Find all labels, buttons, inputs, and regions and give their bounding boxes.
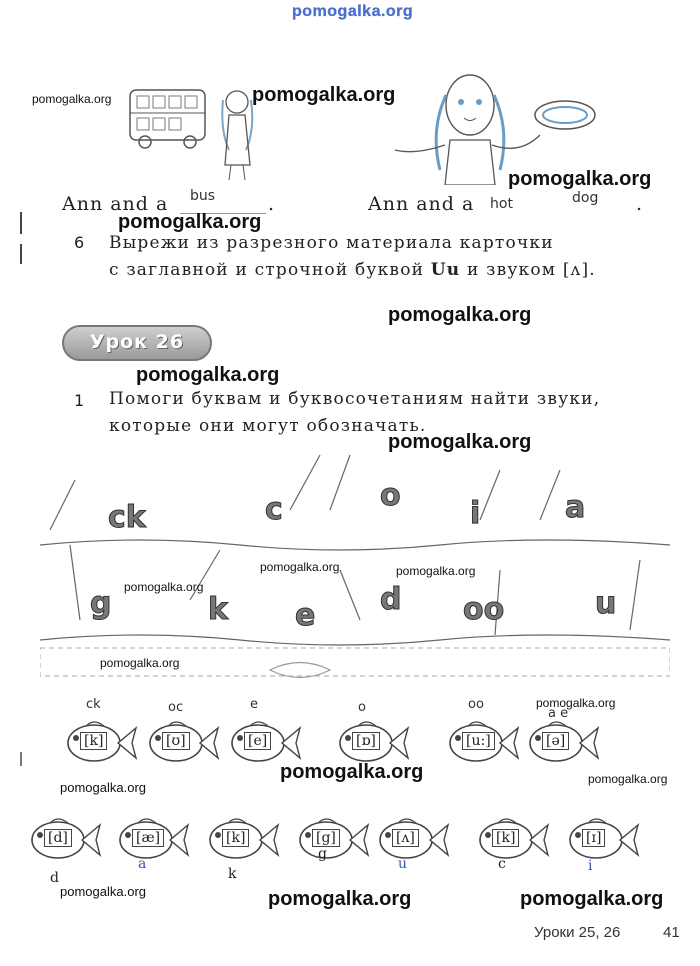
fish-label: g xyxy=(318,846,327,862)
margin-mark xyxy=(20,244,22,264)
fish-label: oc xyxy=(168,700,184,715)
fishing-scene xyxy=(40,450,670,690)
exercise-6-bold-letters: Uu xyxy=(430,260,461,280)
fish-card[interactable] xyxy=(140,718,220,768)
exercise-6-number: 6 xyxy=(74,233,85,252)
fish-label: a xyxy=(138,856,147,872)
answer-hot: hot xyxy=(490,196,513,212)
letter-i[interactable]: i xyxy=(470,496,481,531)
page-number: 41 xyxy=(663,924,680,941)
fish-card[interactable] xyxy=(560,815,640,865)
fish-label: ck xyxy=(86,697,101,712)
exercise-1-line1: Помоги буквам и буквосочетаниям найти звуки, xyxy=(109,389,601,409)
letter-k[interactable]: k xyxy=(208,592,228,627)
watermark: pomogalka.org xyxy=(60,884,146,899)
answer-dog: dog xyxy=(572,190,599,206)
exercise-6-line2b: и звуком [ʌ]. xyxy=(460,260,596,280)
fish-label: oo xyxy=(468,697,484,712)
fish-sound: [u:] xyxy=(462,732,495,750)
sentence-ann-hotdog xyxy=(368,193,474,215)
fish-sound: [k] xyxy=(80,732,107,750)
watermark: pomogalka.org xyxy=(536,696,616,710)
fish-card[interactable] xyxy=(440,718,520,768)
fish-card[interactable] xyxy=(110,815,190,865)
letter-d[interactable]: d xyxy=(380,582,402,617)
watermark: pomogalka.org xyxy=(100,656,180,670)
fish-card[interactable] xyxy=(290,815,370,865)
fish-sound: [ɪ] xyxy=(582,829,605,847)
fish-label: e xyxy=(250,697,258,712)
fish-label: o xyxy=(358,700,366,715)
footer-lessons: Уроки 25, 26 xyxy=(534,924,621,941)
fish-card[interactable] xyxy=(22,815,102,865)
watermark: pomogalka.org xyxy=(60,780,146,795)
fish-label: i xyxy=(588,858,593,874)
girl-hotdog-illustration xyxy=(380,60,610,185)
fish-sound: [æ] xyxy=(132,829,164,847)
exercise-6-line1: Вырежи из разрезного материала карточки xyxy=(109,233,554,253)
fish-sound: [ʌ] xyxy=(392,829,419,847)
watermark: pomogalka.org xyxy=(136,364,280,386)
watermark: pomogalka.org xyxy=(508,168,652,190)
fish-sound: [g] xyxy=(312,829,340,847)
watermark: pomogalka.org xyxy=(396,564,476,578)
letter-c[interactable]: c xyxy=(265,492,283,527)
fish-card[interactable] xyxy=(520,718,600,768)
fish-card[interactable] xyxy=(370,815,450,865)
watermark: pomogalka.org xyxy=(32,92,112,106)
sentence2-period: . xyxy=(636,193,644,215)
exercise-6-text xyxy=(109,230,669,284)
fish-label: u xyxy=(398,856,408,872)
watermark: pomogalka.org xyxy=(520,888,664,910)
letter-g[interactable]: g xyxy=(90,586,112,621)
letter-a[interactable]: a xyxy=(565,490,586,525)
letter-u[interactable]: u xyxy=(595,586,617,621)
answer-bus: bus xyxy=(190,188,216,204)
watermark: pomogalka.org xyxy=(588,772,668,786)
fish-label: c xyxy=(498,856,506,872)
fish-card[interactable] xyxy=(470,815,550,865)
sentence-text: Ann and a xyxy=(368,193,475,215)
letter-o[interactable]: o xyxy=(380,478,401,513)
sentence1-period: . xyxy=(268,193,276,215)
fish-sound: [e] xyxy=(244,732,271,750)
watermark: pomogalka.org xyxy=(268,888,412,910)
watermark: pomogalka.org xyxy=(124,580,204,594)
watermark: pomogalka.org xyxy=(388,431,532,453)
fish-sound: [ʊ] xyxy=(162,732,190,750)
watermark-top: pomogalka.org xyxy=(292,3,414,20)
letter-oo[interactable]: oo xyxy=(463,592,505,627)
margin-mark xyxy=(20,752,22,766)
exercise-6-line2a: с заглавной и строчной буквой xyxy=(109,260,431,280)
fish-label: d xyxy=(50,870,59,886)
fish-sound: [k] xyxy=(222,829,249,847)
watermark: pomogalka.org xyxy=(260,560,340,574)
exercise-6-line2 xyxy=(109,257,669,284)
exercise-1-line2: которые они могут обозначать. xyxy=(109,416,427,436)
fish-label: k xyxy=(228,866,237,882)
letters-row-1 xyxy=(100,478,660,540)
watermark: pomogalka.org xyxy=(388,304,532,326)
fish-sound: [d] xyxy=(44,829,72,847)
fish-card[interactable] xyxy=(58,718,138,768)
watermark: pomogalka.org xyxy=(280,761,424,783)
watermark: pomogalka.org xyxy=(252,84,396,106)
margin-mark xyxy=(20,212,22,234)
fish-sound: [ɒ] xyxy=(352,732,380,750)
letter-ck[interactable]: ck xyxy=(108,500,146,535)
sentence-text: Ann and a xyxy=(62,193,169,215)
watermark: pomogalka.org xyxy=(118,211,262,233)
fish-sound: [ə] xyxy=(542,732,569,750)
fish-card[interactable] xyxy=(200,815,280,865)
lesson-badge: Урок 26 xyxy=(62,325,212,361)
letter-e[interactable]: e xyxy=(295,598,316,633)
exercise-1-number: 1 xyxy=(74,391,85,410)
fish-label: a e xyxy=(548,706,569,721)
fish-sound: [k] xyxy=(492,829,519,847)
